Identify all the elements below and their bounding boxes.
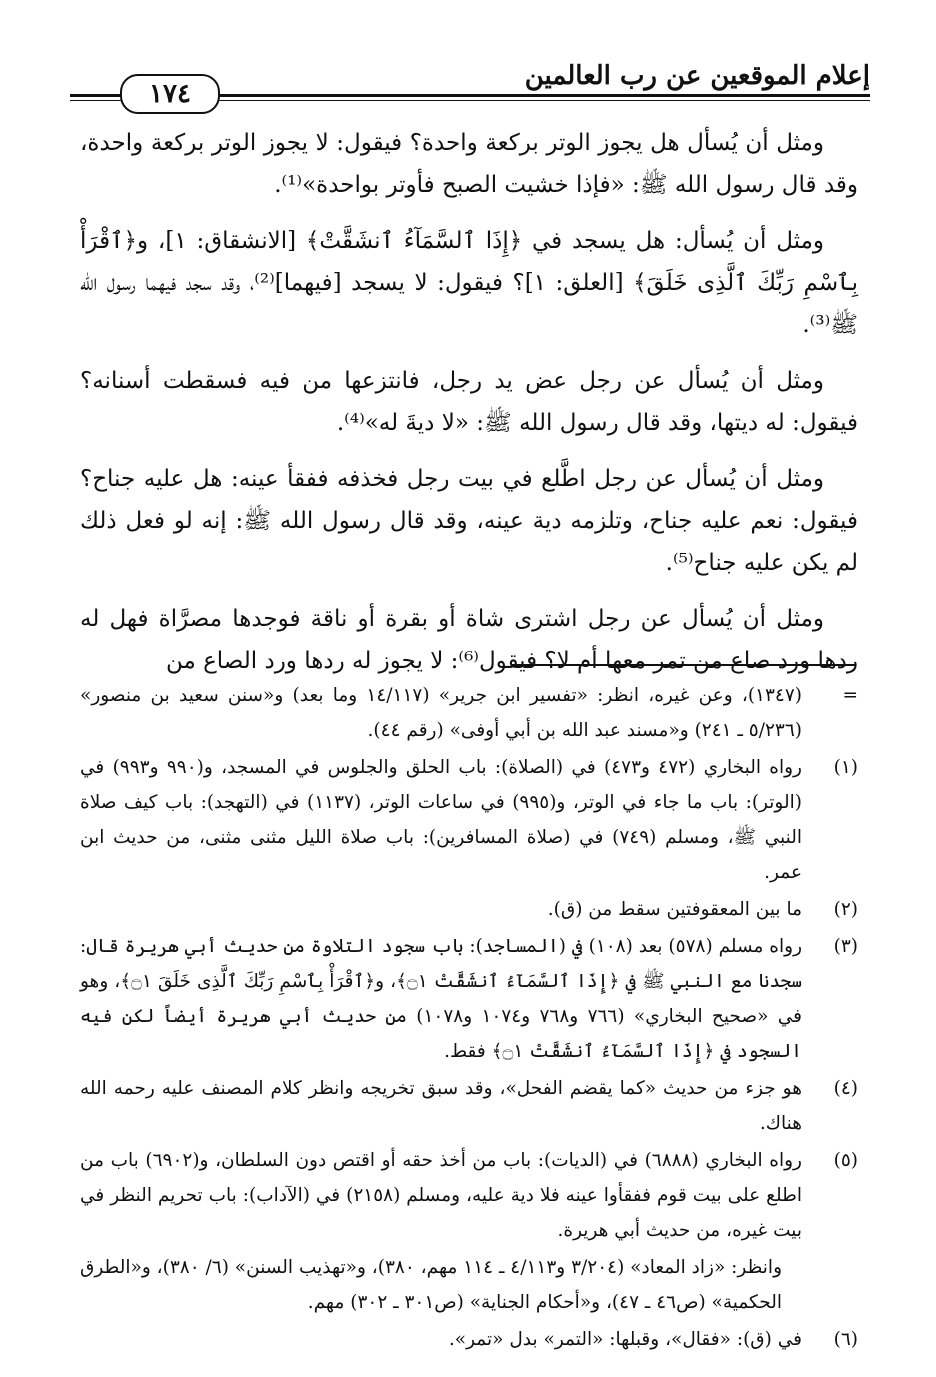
footnote [80,750,858,890]
footnote [80,892,858,927]
footnote [80,1071,858,1141]
footnote-number: (٣) [833,936,858,957]
paragraph: ومثل أن يُسأل: هل يسجد في ﴿إِذَا ٱلسَّمَآءُ ٱنشَقَّتْ﴾ [الانشقاق: ١]، و﴿ٱقْرَأْ بِٱسْمِ رَبِّكَ ٱلَّذِى خَلَقَ﴾ [العلق: ١]؟ فيقول: لا يسجد [فيهما]⁽²⁾، وقد سجد فيهما رسول الله ﷺ⁽³⁾. [80,228,858,338]
footnote-number: = [842,685,858,706]
footnote-text: هو جزء من حديث «كما يقضم الفحل»، وقد سبق تخريجه وانظر كلام المصنف عليه رحمه الله هناك. [80,1078,802,1134]
footnote-text: رواه مسلم (٥٧٨) بعد (١٠٨) في (المساجد): باب سجود التلاوة من حديث أبي هريرة قال: سجدنا مع النبي ﷺ في ﴿إِذَا ٱلسَّمَآءُ ٱنشَقَّتْ ۝١﴾، و﴿ٱقْرَأْ بِٱسْمِ رَبِّكَ ٱلَّذِى خَلَقَ ۝١﴾، وهو في «صحيح البخاري» (٧٦٦ و٧٦٨ و١٠٧٤ و١٠٧٨) من حديث أبي هريرة أيضاً لكن فيه السجود في ﴿إِذَا ٱلسَّمَآءُ ٱنشَقَّتْ ۝١﴾ فقط. [80,936,803,1062]
footnote-divider [511,664,856,666]
book-title: إعلام الموقعين عن رب العالمين [524,61,870,91]
main-text [80,122,858,696]
paragraph: ومثل أن يُسأل هل يجوز الوتر بركعة واحدة؟ فيقول: لا يجوز الوتر بركعة واحدة، وقد قال رسول الله ﷺ: «فإذا خشيت الصبح فأوتر بواحدة»⁽¹⁾. [80,130,858,198]
footnote-text: رواه البخاري (٤٧٢ و٤٧٣) في (الصلاة): باب الحلق والجلوس في المسجد، و(٩٩٠ و٩٩٣) في (الوتر): باب ما جاء في الوتر، و(٩٩٥) في ساعات الوتر، (١١٣٧) في (التهجد): باب كيف صلاة النبي ﷺ، ومسلم (٧٤٩) في (صلاة المسافرين): باب صلاة الليل مثنى مثنى، من حديث ابن عمر. [80,757,803,883]
footnote-continuation [80,1250,858,1320]
footnote-text: (١٣٤٧)، وعن غيره، انظر: «تفسير ابن جرير» (١٤/١١٧ وما بعد) و«سنن سعيد بن منصور» (٥/٢٣٦ ـ ٢٤١) و«مسند عبد الله بن أبي أوفى» (رقم ٤٤). [80,685,803,741]
paragraph: ومثل أن يُسأل عن رجل اطَّلع في بيت رجل فخذفه ففقأ عينه: هل عليه جناح؟ فيقول: نعم عليه جناح، وتلزمه دية عينه، وقد قال رسول الله ﷺ: إنه لو فعل ذلك لم يكن عليه جناح⁽⁵⁾. [80,466,858,576]
footnote-text: وانظر: «زاد المعاد» (٣/٢٠٤ و٤/١١٣ ـ ١١٤ مهم، ٣٨٠)، و«تهذيب السنن» (٦/ ٣٨٠)، و«الطرق الحكمية» (ص٤٦ ـ ٤٧)، و«أحكام الجناية» (ص٣٠١ ـ ٣٠٢) مهم. [79,1257,782,1313]
footnote [80,1143,858,1248]
footnote-text: في (ق): «فقال»، وقبلها: «التمر» بدل «تمر». [448,1329,802,1350]
footnote-text: ما بين المعقوفتين سقط من (ق). [547,899,802,920]
page-header [70,60,870,112]
footnote [80,929,858,1069]
footnote-number: (٥) [833,1150,858,1171]
footnote-number: (٢) [833,899,858,920]
footnote [80,1322,858,1357]
footnote-text: رواه البخاري (٦٨٨٨) في (الديات): باب من أخذ حقه أو اقتص دون السلطان، و(٦٩٠٢) باب من اطلع على بيت قوم ففقأوا عينه فلا دية عليه، ومسلم (٢١٥٨) في (الآداب): باب تحريم النظر في بيت غيره، من حديث أبي هريرة. [80,1150,802,1241]
footnote-number: (١) [833,757,858,778]
footnote-number: (٤) [833,1078,858,1099]
page-number: ١٧٤ [120,74,220,114]
paragraph: ومثل أن يُسأل عن رجل عض يد رجل، فانتزعها من فيه فسقطت أسنانه؟ فيقول: له ديتها، وقد قال رسول الله ﷺ: «لا ديةَ له»⁽⁴⁾. [80,368,858,436]
footnotes [80,678,858,1359]
paragraph: ومثل أن يُسأل عن رجل اشترى شاة أو بقرة أو ناقة فوجدها مصرَّاة فهل له ردها ورد صاع من تمر معها أم لا؟ فيقول⁽⁶⁾: لا يجوز له ردها ورد الصاع من [80,606,858,674]
footnote [80,678,858,748]
footnote-number: (٦) [833,1329,858,1350]
